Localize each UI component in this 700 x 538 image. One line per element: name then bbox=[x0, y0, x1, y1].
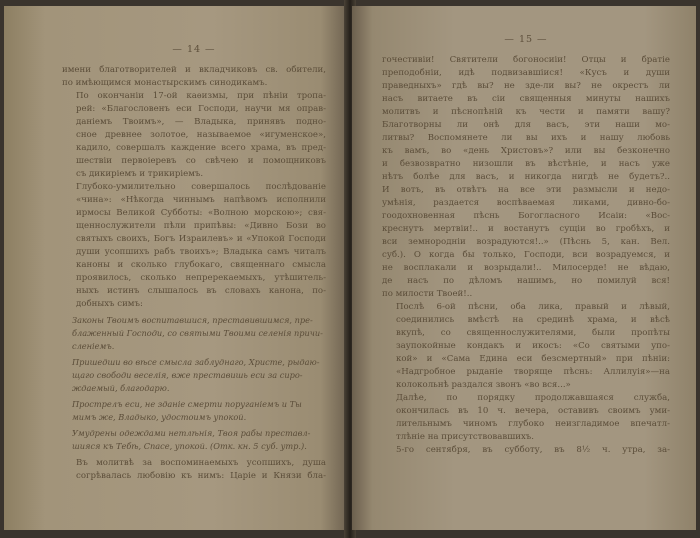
text-line: де насъ по дѣломъ нашимъ, но помилуй вся! bbox=[382, 276, 670, 286]
right-body-text bbox=[382, 54, 670, 457]
text-line: кадило, совершалъ каждение всего храма, въ пред- bbox=[76, 143, 326, 153]
text-line: Благотворны ли онѣ для васъ, эти наши мо- bbox=[382, 120, 670, 130]
paragraph bbox=[382, 444, 670, 457]
text-line: ирмосы Великой Субботы: «Волною морскою»; свя- bbox=[76, 208, 326, 218]
text-line: и безвозвратно низошли въ вѣстѣніе, и насъ уже bbox=[382, 159, 670, 169]
text-line: шествіи первоіеревъ со свѣчею и помощниковъ bbox=[76, 156, 326, 166]
text-line: по имѣющимся монастырскимъ синодикамъ. bbox=[62, 78, 268, 88]
text-line: Глубоко-умилительно совершалось послѣдованіе bbox=[76, 182, 326, 192]
left-body-text-end bbox=[62, 457, 326, 483]
paragraph bbox=[382, 392, 670, 444]
quote-stanza bbox=[72, 398, 326, 424]
text-line: Далѣе, по порядку продолжавшаяся служба, bbox=[396, 393, 670, 403]
text-line: имени благотворителей и вкладчиковъ св. обители, bbox=[62, 65, 326, 75]
page-number: — 14 — bbox=[172, 44, 216, 55]
text-line: даніемъ Твоимъ», — Владыка, принявъ подно- bbox=[76, 117, 326, 127]
text-line: праведныхъ» гдѣ вы? не зде-ли вы? не окрестъ ли bbox=[382, 81, 670, 91]
text-line: не восплакали и возрыдали!.. Милосерде! не вѣдаю, bbox=[382, 263, 670, 273]
quote-stanza bbox=[72, 314, 326, 353]
text-line: гоодохновенная пѣснь Богогласного Исаіи: «Вос- bbox=[382, 211, 670, 221]
quote-stanza bbox=[72, 356, 326, 395]
text-line: молитвъ и пѣснопѣній къ чести и памяти вашу? bbox=[382, 107, 670, 117]
text-line: ныхъ истинъ слышалось въ словахъ канона, по- bbox=[76, 286, 326, 296]
text-line: нѣтъ болѣе для васъ, и никогда нигдѣ не будетъ?.. bbox=[382, 172, 670, 182]
text-line: И вотъ, въ отвѣтъ на все эти размысли и недо- bbox=[382, 185, 670, 195]
text-line: креснутъ мертвіи!.. и востанутъ сущіи во гробѣхъ, и bbox=[382, 224, 670, 234]
text-line: колокольнѣ раздался звонъ «во вся...» bbox=[396, 380, 571, 390]
quote-line: Законы Твоимъ воспитавшися, преставившимся, пре- bbox=[72, 315, 313, 325]
text-line: съ дикиріемъ и трикиріемъ. bbox=[76, 169, 204, 179]
text-line: 5-го сентября, въ субботу, въ 8½ ч. утра, за- bbox=[396, 445, 670, 455]
text-line: тлѣніе на присутствовавшихъ. bbox=[396, 432, 534, 442]
quote-line: шияся къ Тебѣ, Спасе, упокой. (Отк. кн. 5 суб. утр.). bbox=[72, 441, 307, 451]
paragraph bbox=[62, 90, 326, 181]
text-line: добныхъ симъ: bbox=[76, 299, 143, 309]
paragraph bbox=[62, 181, 326, 311]
text-line: каноны и сколько глубокаго, священнаго смысла bbox=[76, 260, 326, 270]
text-line: лительнымъ чиномъ глубоко неизгладимое впечатл- bbox=[396, 419, 670, 429]
quote-line: мимъ же, Владыко, удостоимъ упокой. bbox=[72, 412, 247, 422]
text-line: умѣнія, раздается воспѣваемая ликами, дивно-бо- bbox=[382, 198, 670, 208]
page-number: — 15 — bbox=[504, 34, 548, 45]
text-line: вси земнородніи возрадуются!..» (Пѣснь 5, кан. Вел. bbox=[382, 237, 670, 247]
text-line: вкупѣ, со священнослужителями, были пропѣты bbox=[396, 328, 670, 338]
left-body-text bbox=[62, 64, 326, 311]
text-line: преподобніи, идѣ подвизавшіися! «Кусъ и души bbox=[382, 68, 670, 78]
text-line: насъ витаете въ сіи священныя минуты нашихъ bbox=[382, 94, 670, 104]
paragraph bbox=[382, 301, 670, 392]
quote-line: щаго свободи веселія, вже преставишь еси за сиро- bbox=[72, 370, 303, 380]
text-line: литвы? Воспомянете ли вы ихъ и нашу любовь bbox=[382, 133, 670, 143]
text-line: согрѣвалась любовію къ нимъ: Царіе и Князи бла- bbox=[76, 471, 326, 481]
text-line: сное древнее золотое, называемое «игуменское», bbox=[76, 130, 326, 140]
text-line: щеннослужители пѣли припѣвы: «Дивно Бози во bbox=[76, 221, 326, 231]
text-line: «Надгробное рыданіе творяще пѣснь: Аллилуія»—на bbox=[396, 367, 670, 377]
text-line: Въ молитвѣ за воспоминаемыхъ усопшихъ, душа bbox=[76, 458, 326, 468]
text-line: По окончаніи 17-ой каѳизмы, при пѣніи тропа- bbox=[76, 91, 326, 101]
text-line: окончилась въ 10 ч. вечера, оставивъ своимъ уми- bbox=[396, 406, 670, 416]
text-line: суб.). О когда бы только, Господи, вси возрадуемся, и bbox=[382, 250, 670, 260]
text-line: рей: «Благословенъ еси Господи, научи мя оправ- bbox=[76, 104, 326, 114]
quote-line: ждаемый, благодарю. bbox=[72, 383, 170, 393]
right-page bbox=[352, 6, 696, 530]
paragraph bbox=[62, 457, 326, 483]
quote-line: Пришедши во вѣсе смысла заблуднаго, Христе, рыдаю- bbox=[72, 357, 320, 367]
text-line: къ вамъ, во «день Христовъ»? или вы безконечно bbox=[382, 146, 670, 156]
canon-quotes bbox=[62, 314, 326, 453]
text-line: кой» и «Сама Едина еси безсмертный» при пѣніи: bbox=[396, 354, 670, 364]
text-line: Послѣ 6-ой пѣсни, оба лика, правый и лѣвый, bbox=[396, 302, 670, 312]
quote-line: Умудрены одеждами нетлѣнія, Твоя рабы преставл- bbox=[72, 428, 311, 438]
text-line: соединились вмѣстѣ на срединѣ храма, и вѣсѣ bbox=[396, 315, 670, 325]
left-page bbox=[4, 6, 348, 530]
quote-line: Прострелъ еси, не зданіе смерти поруганіемъ и Ты bbox=[72, 399, 302, 409]
quote-line: сленіемъ. bbox=[72, 341, 115, 351]
text-line: души усопшихъ рабъ твоихъ»; Владыка самъ читалъ bbox=[76, 247, 326, 257]
text-line: гочестивіи! Святители богоносиіи! Отцы и братіе bbox=[382, 55, 670, 65]
text-line: по милости Твоей!.. bbox=[382, 289, 473, 299]
text-line: проявилось, сколько непререкаемыхъ, утѣшитель- bbox=[76, 273, 326, 283]
paragraph bbox=[62, 64, 326, 90]
text-line: святыхъ своихъ, Богъ Израилевъ» и «Упокой Господи bbox=[76, 234, 326, 244]
quote-stanza bbox=[72, 427, 326, 453]
text-line: заупокойные кондакъ и икосъ: «Со святыми упо- bbox=[396, 341, 670, 351]
text-line: «чина»: «Нѣкогда чиннымъ напѣвомъ исполнили bbox=[76, 195, 326, 205]
paragraph bbox=[382, 54, 670, 301]
quote-line: блаженный Господи, со святыми Твоими селенія причи- bbox=[72, 328, 323, 338]
